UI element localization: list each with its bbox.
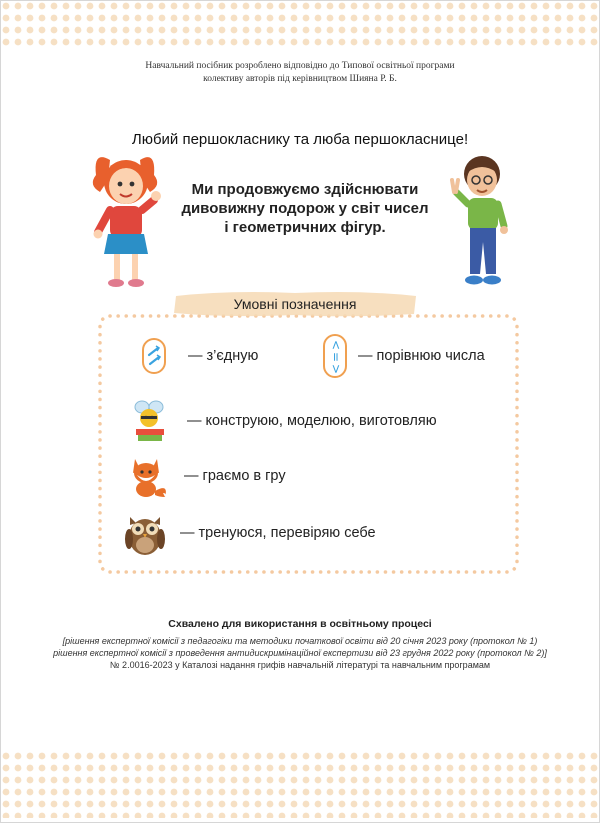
dotted-pattern-top	[0, 0, 600, 52]
compare-sign-lt: <	[329, 339, 343, 351]
legend-text-compare: — порівнюю числа	[358, 348, 485, 364]
legend-text-game: — граємо в гру	[184, 468, 286, 484]
top-note	[0, 60, 600, 86]
legend-item-construct	[127, 398, 437, 444]
legend-title: Умовні позначення	[233, 296, 357, 312]
legend-item-compare	[318, 336, 485, 376]
intro-line1: Ми продовжуємо здійснювати	[191, 181, 419, 198]
legend-text-practice: — тренуюся, перевіряю себе	[180, 525, 376, 541]
compare-sign-gt: >	[329, 363, 343, 375]
bee-icon	[127, 398, 173, 444]
legend-item-connect	[134, 336, 258, 376]
dotted-pattern-bottom	[0, 750, 600, 820]
legend-item-practice	[120, 508, 376, 558]
approval-title: Схвалено для використання в освітньому процесі	[168, 618, 432, 630]
intro-line3: і геометричних фігур.	[224, 219, 386, 236]
fox-icon	[124, 452, 172, 500]
intro-line2: дивовижну подорож у світ чисел	[181, 200, 429, 217]
compare-sign-eq: =	[329, 351, 343, 363]
legend-text-connect: — з’єдную	[188, 348, 259, 364]
approval-decisions	[0, 635, 600, 659]
legend-text-construct: — конструюю, моделюю, виготовляю	[187, 413, 437, 429]
intro-text	[170, 180, 440, 237]
girl-illustration	[88, 150, 168, 295]
catalog-number: № 2.0016-2023 у Каталозі надання грифів навчальній літературі та навчальним програмам	[109, 660, 491, 670]
legend-item-game	[124, 452, 286, 500]
compare-signs-icon	[318, 336, 352, 376]
greeting: Любий першокласнику та люба першокласнице!	[131, 131, 469, 148]
owl-icon	[120, 508, 170, 558]
approval-decision1: [рішення експертної комісії з педагогіки та методики початкової освіти від 20 січня 2023 року (протокол № 1)	[62, 636, 538, 646]
approval-decision2: рішення експертної комісії з проведення антидискримінаційної експертизи від 23 грудня 2022 року (протокол № 2)]	[53, 648, 547, 658]
boy-illustration	[440, 150, 520, 295]
top-note-line1: Навчальний посібник розроблено відповідно до Типової освітньої програми	[145, 61, 455, 71]
connect-icon	[134, 336, 174, 376]
top-note-line2: колективу авторів під керівництвом Шияна Р. Б.	[203, 74, 397, 84]
